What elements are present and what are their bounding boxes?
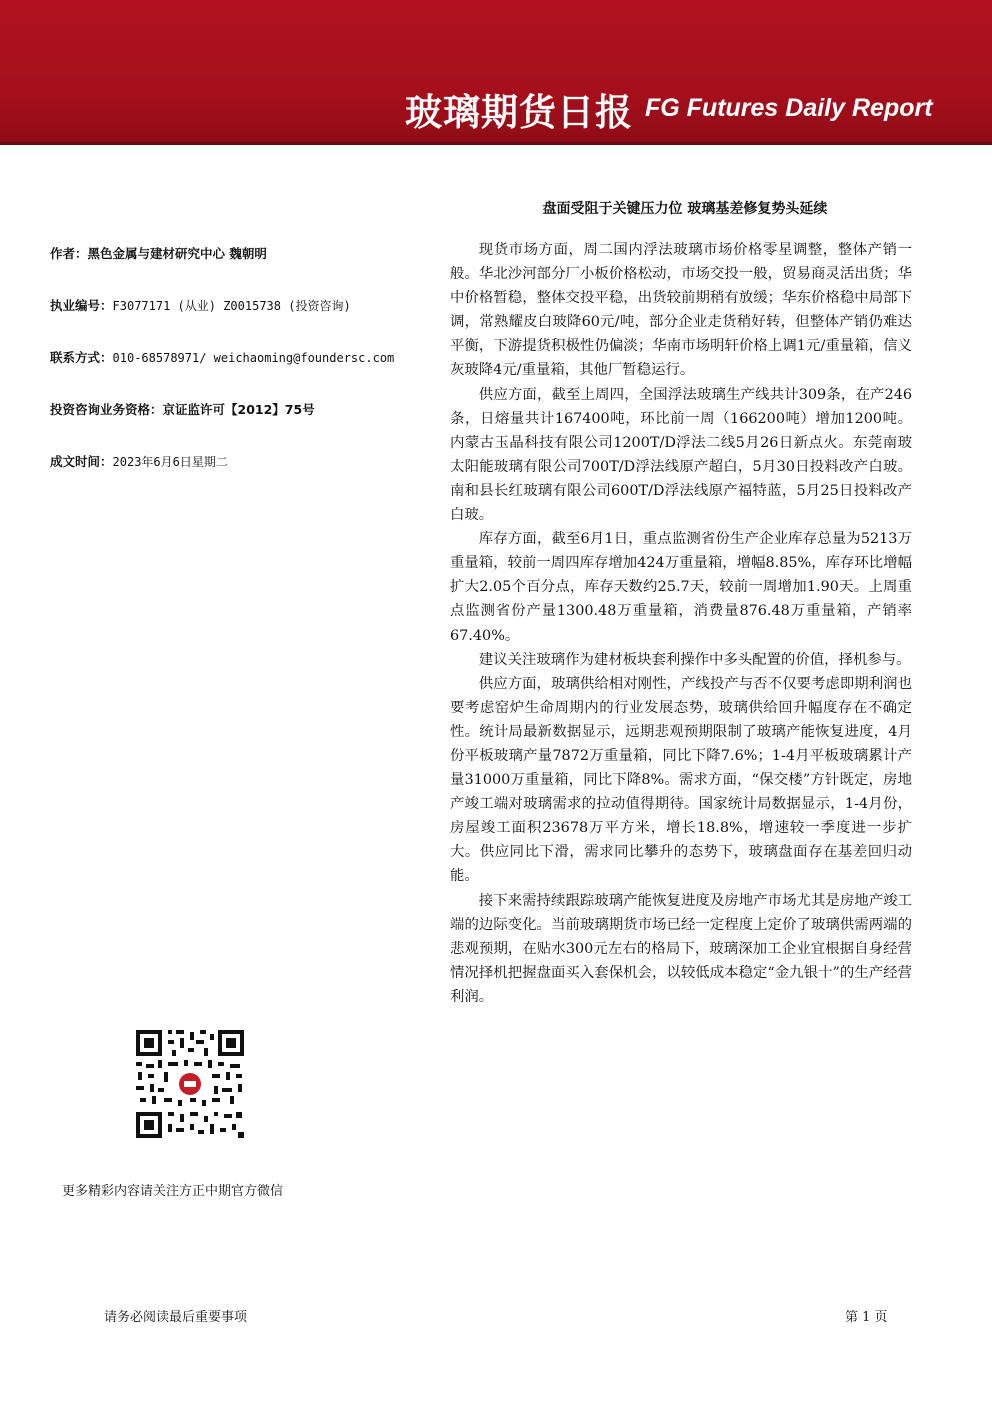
date-line — [50, 452, 228, 470]
license-label: 执业编号： — [50, 298, 113, 313]
qualification-line — [50, 400, 315, 418]
paragraph-spot-market: 现货市场方面，周二国内浮法玻璃市场价格零星调整，整体产销一般。华北沙河部分厂小板价格松动，市场交投一般，贸易商灵活出货；华中价格暂稳，整体交投平稳，出货较前期稍有放缓；华东价格稳中局部下调，常熟耀皮白玻降60元/吨，部分企业走货稍好转，但整体产销仍难达平衡，下游提货积极性仍偏淡；华南市场明轩价格上调1元/重量箱，信义灰玻降4元/重量箱，其他厂暂稳运行。 — [450, 242, 912, 379]
license-value: F3077171 (从业) Z0015738 (投资咨询) — [112, 299, 351, 313]
paragraph-supply-demand: 供应方面，玻璃供给相对刚性，产线投产与否不仅要考虑即期利润也要考虑窑炉生命周期内的行业发展态势，玻璃供给回升幅度存在不确定性。统计局最新数据显示，远期悲观预期限制了玻璃产能恢复进度，4月份平板玻璃产量7872万重量箱，同比下降7.6%；1-4月平板玻璃累计产量31000万重量箱，同比下降8%。需求方面，“保交楼”方针既定，房地产竣工端对玻璃需求的拉动值得期待。国家统计局数据显示，1-4月份，房屋竣工面积23678万平方米，增长18.8%，增速较一季度进一步扩大。供应同比下滑，需求同比攀升的态势下，玻璃盘面存在基差回归动能。 — [450, 675, 912, 885]
date-label: 成文时间： — [50, 454, 113, 469]
author-label: 作者： — [50, 246, 88, 261]
report-title-en: FG Futures Daily Report — [645, 94, 933, 122]
report-title-cn: 玻璃期货日报 — [405, 91, 633, 134]
author-value: 黑色金属与建材研究中心 魏朝明 — [87, 246, 267, 261]
paragraph-inventory: 库存方面，截至6月1日，重点监测省份生产企业库存总量为5213万重量箱，较前一周四库存增加424万重量箱，增幅8.85%，库存环比增幅扩大2.05个百分点，库存天数约25.7天，较前一周增加1.90天。上周重点监测省份产量1300.48万重量箱，消费量876.48万重量箱，产销率67.40%。 — [450, 531, 912, 644]
author-line — [50, 244, 267, 262]
paragraph-outlook: 接下来需持续跟踪玻璃产能恢复进度及房地产市场尤其是房地产竣工端的边际变化。当前玻璃期货市场已经一定程度上定价了玻璃供需两端的悲观预期，在贴水300元左右的格局下，玻璃深加工企业宜根据自身经营情况择机把握盘面买入套保机会，以较低成本稳定“金九银十”的生产经营利润。 — [450, 892, 912, 1005]
qualification-label: 投资咨询业务资格： — [50, 402, 163, 417]
article-body — [450, 238, 912, 1009]
page-number: 第 1 页 — [845, 1310, 888, 1325]
contact-line — [50, 348, 394, 366]
article-headline: 盘面受阻于关键压力位 玻璃基差修复势头延续 — [542, 201, 828, 217]
date-value: 2023年6月6日星期二 — [112, 455, 228, 469]
wechat-qr-code — [134, 1028, 246, 1140]
paragraph-suggestion: 建议关注玻璃作为建材板块套利操作中多头配置的价值，择机参与。 — [478, 651, 911, 668]
header-divider — [0, 142, 992, 145]
paragraph-supply: 供应方面，截至上周四，全国浮法玻璃生产线共计309条，在产246条，日熔量共计167400吨，环比前一周（166200吨）增加1200吨。内蒙古玉晶科技有限公司1200T/D浮法二线5月26日新点火。东莞南玻太阳能玻璃有限公司700T/D浮法线原产超白，5月30日投料改产白玻。南和县长红玻璃有限公司600T/D浮法线原产福特蓝，5月25日投料改产白玻。 — [450, 386, 912, 524]
contact-label: 联系方式： — [50, 350, 113, 365]
qr-caption: 更多精彩内容请关注方正中期官方微信 — [62, 1184, 284, 1199]
qualification-value: 京证监许可【2012】75号 — [162, 402, 315, 417]
license-line — [50, 296, 351, 314]
contact-value: 010-68578971/ weichaoming@foundersc.com — [112, 351, 395, 365]
footer-notice: 请务必阅读最后重要事项 — [104, 1310, 248, 1325]
